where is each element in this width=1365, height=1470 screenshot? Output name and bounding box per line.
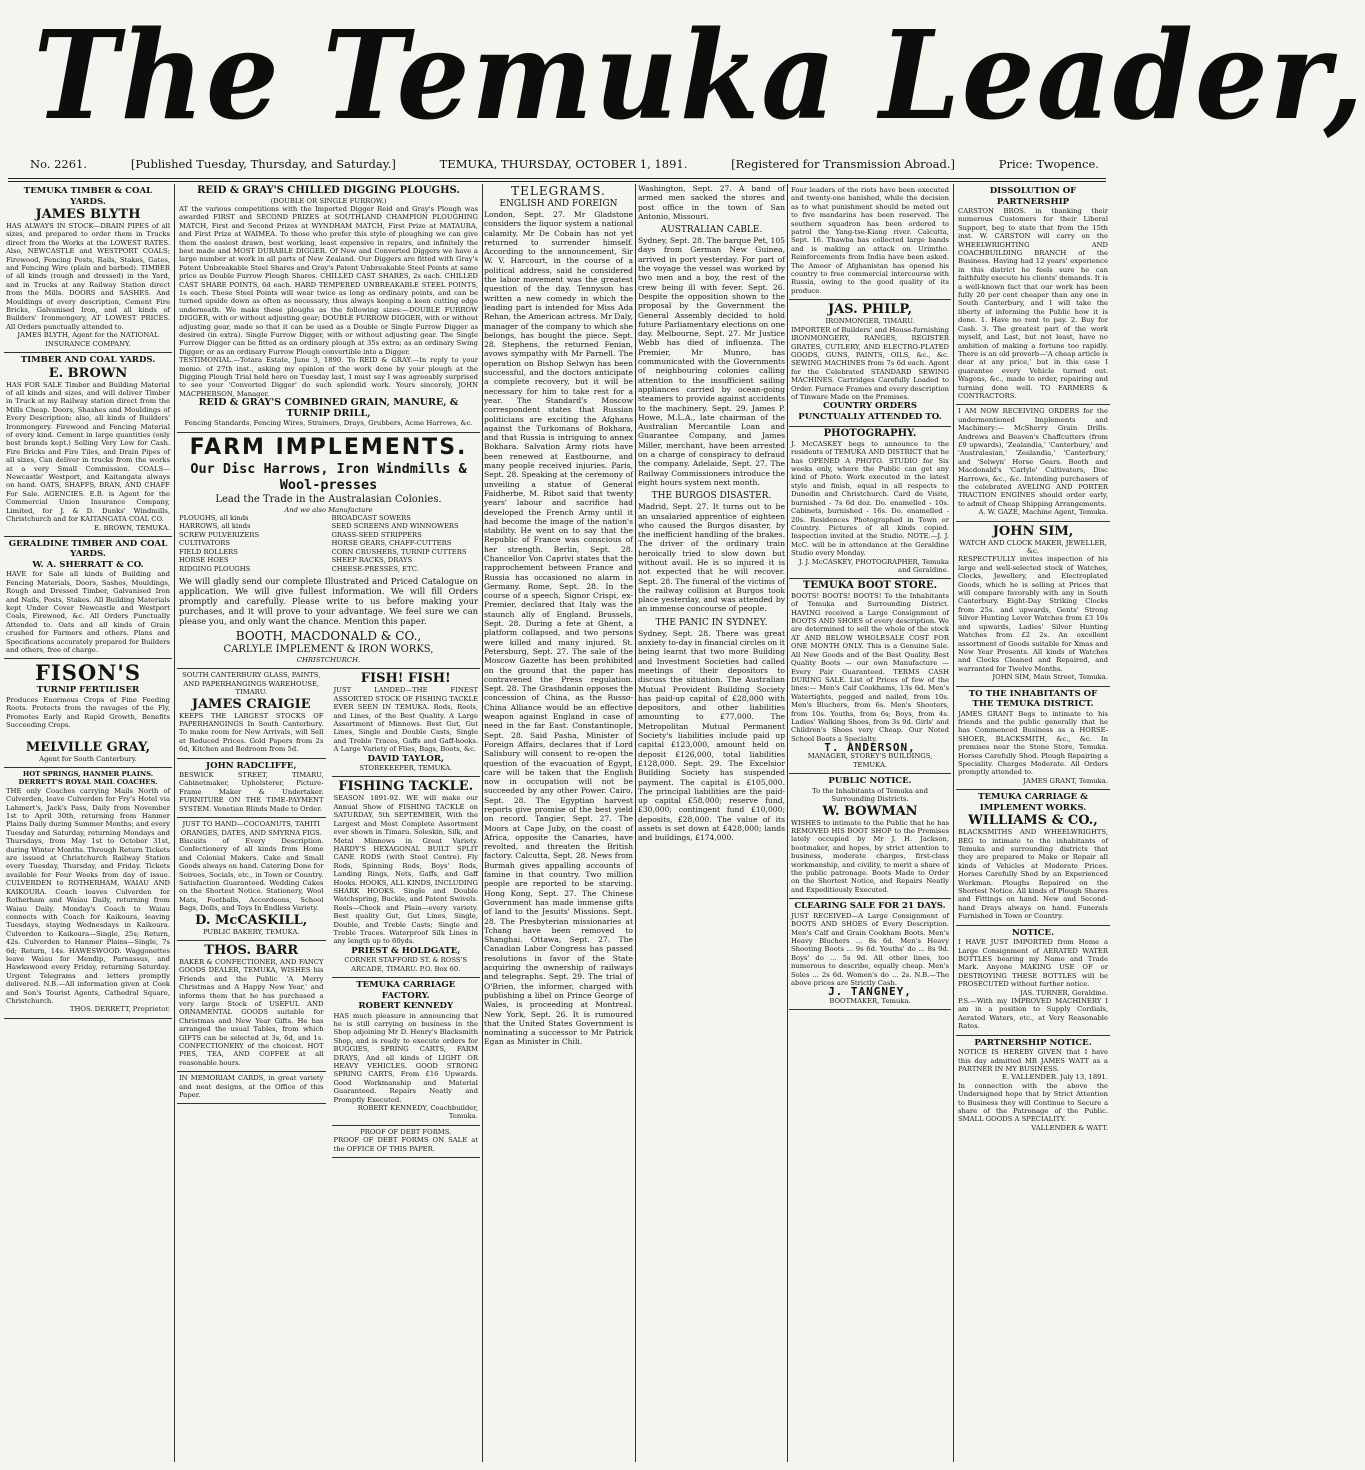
advert-lead: Lead the Trade in the Australasian Colonies. [215,493,442,505]
advert-signature: J. J. McCASKEY, PHOTOGRAPHER, Temuka and Geraldine. [798,557,949,574]
newspaper-title: The Temuka Leader, [33,3,1365,147]
advert-fisons [4,659,172,768]
advert-body: IMPORTER of Builders' and House-furnishing IRONMONGERY, RANGES, REGISTER GRATES, CUTLERY, AND ELECTRO-PLATED GOODS, GUNS, PAINTS, OILS, &c., &c. SEWING MACHINES from 7s 6d each. Agent for the Celebrated STANDARD SEWING MACHINES. Cartridges Carefully Loaded to Order. Furnace Frames and every description of Tinware Made on the Premises. [791,325,949,401]
advert-body: HAS much pleasure in announcing that he is still carrying on business in the Shop adjoining Mr D. Henry's Blacksmith Shop, and is ready to execute orders for BUGGIES, SPRING CARTS, FARM DRAYS, And all kinds of LIGHT OR HEAVY VEHICLES. GOOD STRONG SPRING CARTS, From £16 Upwards. Good Workmanship and Material Guaranteed. Repairs Neatly and Promptly Executed. [333,1011,478,1104]
news-column-left [484,184,633,1462]
advert-sim [956,522,1110,687]
section-title-telegrams: TELEGRAMS. [511,184,606,198]
column-rule [787,184,788,1462]
advert-postscript: P.S.—With my IMPROVED MACHINERY I am in a position to Supply Cordials, Aerated Waters, etc., at Very Reasonable Rates. [958,997,1108,1031]
advert-hot-springs-coaches [4,768,172,1019]
column-5 [956,184,1110,1462]
advertiser-name: JAMES BLYTH [35,207,141,222]
advert-body-2: In connection with the above the Undersigned hope that by Strict Attention to Business they will Continue to Secure a share of the Patronage of the Public. SMALL GOODS A SPECIALITY. [958,1081,1108,1124]
cable-body: Sydney, Sept. 28. The barque Pet, 105 days from German New Guinea, arrived in port yesterday. For part of the voyage the vessel was worked by two men and a boy, the rest of the crew being ill with fever. Sept. 26. Despite the opposition shown to the proposal by the Government the General Assembly decided to hold future Parliamentary elections on one day. Melbourne, Sept. 27. Mr Justice Webb has died of influenza. The Premier, Mr Munro, has communicated with the Governments of neighbouring colonies calling attention to the insufficient sailing appliances carried by ocean-going steamers to provide against accidents to the machinery. Sept. 29. James P. Howe, M.L.A., late chairman of the Australian Mercantile Loan and Guarantee Company, and James Miller, merchant, have been arrested on a charge of conspiracy to defraud the company. Adelaide, Sept. 27. The Railway Commissioners introduce the eight hours system next month. [638,236,785,487]
publish-days: [Published Tuesday, Thursday, and Saturday.] [130,157,396,171]
advertiser-name: THOS. BARR [204,942,299,958]
section-title-burgos: THE BURGOS DISASTER. [651,491,772,502]
advert-heading: NOTICE. [1011,927,1055,938]
advert-bowman [789,774,951,899]
advert-body: RESPECTFULLY invites inspection of his large and well-selected stock of Watches, Clocks, Jewellery, and Electroplated Goods, which he is selling at Prices that will compare favorably with any in South Canterbury. Eight-Day Striking Clocks from 25s. and upwards, Gents' Strong Silver Hunting Lever Watches from £3 10s and upwards, Ladies' Silver Hunting Watches from £2 2s. An excellent assortment of Goods suitable for Xmas and New Year Presents. All kinds of Watches and Clocks Cleaned and Repaired, and warranted for Twelve Months. [958,555,1108,673]
column-rule [953,184,954,1462]
advert-heading: REID & GRAY'S COMBINED GRAIN, MANURE, & TURNIP DRILL, [198,397,459,419]
advertiser-name: W. A. SHERRATT & CO. [32,559,144,570]
advert-body: BESWICK STREET, TIMARU, Cabinetmaker, Upholsterer, Picture-Frame Maker & Undertaker. FURNITURE ON THE TIME-PAYMENT SYSTEM. Venetian Blinds Made to Order. [179,771,324,813]
advert-body: NOTICE IS HEREBY GIVEN that I have this day admitted MR JAMES WATT as a PARTNER IN MY BUSINESS. [958,1048,1108,1073]
advertiser-name: PRIEST & HOLDGATE, [351,945,461,956]
news-column-right [638,184,785,1462]
advert-body: BAKER & CONFECTIONER, AND FANCY GOODS DEALER, TEMUKA, WISHES his Friends and the Public 'A Merry Christmas and A Happy New Year,' and informs them that he has purchased a very large Stock of USEFUL AND ORNAMENTAL GOODS suitable for Christmas and New Year Gifts. He has arranged the usual Tables, from which GIFTS can be selected at 3s, 6d, and 1s. CONFECTIONERY of the choicest. HOT PIES, TEA, AND COFFEE at all reasonable hours. [179,957,324,1067]
advert-heading: TEMUKA CARRIAGE FACTORY. [356,980,456,1001]
advertiser-name: W. BOWMAN [822,803,918,819]
advert-heading: TIMBER AND COAL YARDS. [20,355,156,366]
top-rule [8,178,1106,179]
advertiser-sub: STOREKEEPER, TEMUKA. [359,764,453,773]
advert-heading: REID & GRAY'S CHILLED DIGGING PLOUGHS. [197,185,460,196]
column-rule [635,184,636,1462]
advert-signature-2: VALLENDER & WATT. [1031,1123,1108,1132]
advert-body: Biscuits of Every Description. Confectionery of all kinds from Home and Colonial Makers. Cake and Small Goods always on hand. Catering Done for Soirees, Socials, etc., in Town or Country. Satisfaction Guaranteed. Wedding Cakes on the Shortest Notice. Stationery, Wool Mats, Footballs, Accordeons, School Bags, Dolls, and Toys In Endless Variety. [179,836,324,913]
advert-signature: ROBERT KENNEDY, Coachbuilder, Temuka. [357,1104,478,1121]
section-subtitle: ENGLISH AND FOREIGN [499,199,618,209]
company-works: CARLYLE IMPLEMENT & IRON WORKS, [223,643,434,655]
advertiser-name: JOHN RADCLIFFE, [206,760,297,771]
advert-body: J. McCASKEY begs to announce to the residents of TEMUKA AND DISTRICT that he has OPENED A PHOTO. STUDIO for Six weeks only, where the Public can get any kind of Photo. Work executed in the latest style and finish, equal in all respects to Dunedin and Christchurch. Card de Visite, burnished - 7s 6d doz. Do. enamelled - 10s. Cabinets, burnished - 16s. Do. enamelled - 20s. Residences Photographed in Town or Country. Pictures of all kinds copied. Inspection invited at the Studio. NOTE.—J. J. McC. will be in attendance at the Geraldine Studio every Monday. [791,439,949,558]
advert-heading: JUST TO HAND—COCOANUTS, TAHITI ORANGES, DATES, AND SMYRNA FIGS. [180,820,322,837]
advert-farm-implements [177,433,480,670]
advert-heading: TEMUKA BOOT STORE. [802,580,938,592]
advert-body: We will gladly send our complete Illustrated and Priced Catalogue on application. We will give fullest information. We will fill Orders promptly and carefully. Please write to us before making your purchases, and it will prove to your advantage. We feel sure we can please you, and only want the chance. Mention this paper. [179,575,478,626]
column-4 [789,184,951,1462]
advertiser-name: JAMES CRAIGIE [191,696,311,712]
advertiser-name: JOHN SIM, [992,523,1074,539]
advert-signature: E. VALLENDER. July 13, 1891. [1001,1073,1108,1082]
advert-mccaskill [177,818,326,941]
col2-lower-left [177,669,326,1158]
advert-heading: FISHING TACKLE. [338,779,474,795]
advert-body: WISHES to intimate to the Public that he has REMOVED HIS BOOT SHOP to the Premises lately occupied by Mr J. H. Jackson, bootmaker, and hopes, by strict attention to business, moderate charges, first-class workmanship, and civility, to merit a share of the public patronage. Boots Made to Order on the Shortest Notice, and Repairs Neatly and Expeditiously Executed. [791,818,949,894]
advert-reid-gray [177,184,480,433]
advert-geraldine-timber [4,537,172,660]
advert-body: JUST LANDED—THE FINEST ASSORTED STOCK OF FISHING TACKLE EVER SEEN IN TEMUKA. Rods, Reels, and Lines, of the Best Quality. A Large Assortment of Minnows. Best Gut, Gut Lines, Single and Double Casts, Single and Treble Traces, Gaffs and Gaff-hooks. A Large Variety of Flies, Bags, Boots, &c. [333,686,478,754]
advert-gaze [956,405,1110,521]
advert-body: JUST RECEIVED—A Large Consignment of BOOTS AND SHOES of Every Description. Men's Calf and Grain Cookham Boots. Men's Heavy Bluchers ... 8s 6d. Men's Heavy Shooting Boots ... 9s 6d. Youths' do ... 8s 9d. Boys' do ... 5s 9d. All other lines, too numerous to describe, equally cheap. Men's Soles ... 2s 6d. Women's do ... 2s. N.B.—The above prices are Strictly Cash. [791,911,949,987]
column-1 [4,184,172,1462]
advert-dissolution [956,184,1110,405]
advert-body: I AM NOW RECEIVING ORDERS for the undermentioned Implements and Machinery:— McSherry Grain Drills. Andrews and Beaven's Chaffcutters (from £9 upwards), 'Zealandia,' 'Canterbury,' and 'Australasian,' 'Zealandia,' 'Canterbury,' and 'Selwyn' Horse Gears. Booth and Macdonald's 'Carlyle' Cultivators, Disc Harrows, &c., &c. Intending purchasers of the celebrated AVELING AND PORTER TRACTION ENGINES should order early, to admit of Cheap Shipping Arrangements. [958,407,1108,508]
advert-grant [956,687,1110,791]
advert-temuka-timber [4,184,172,353]
advert-signature: JAMES GRANT, Temuka. [1023,776,1108,785]
advert-body: I HAVE JUST IMPORTED from Home a Large Consignment of AERATED WATER BOTTLES bearing my Name and Trade Mark. Anyone MAKING USE OF or DESTROYING THESE BOTTLES will be PROSECUTED without further notice. [958,938,1108,989]
telegrams-body: London, Sept. 27. Mr Gladstone considers the liquor system a national calamity. Mr De Cobain has not yet returned to surrender himself. According to the announcement, Sir W. V. Harcourt, in the course of a political address, said he considered the labor movement was the greatest question of the day. Tennyson has written a new comedy in which the leading part is intended for Miss Ada Rehan, the American actress. Mr Daly, manager of the company to which she belongs, has bought the piece. Sept. 28. Stephens, the returned Fenian, avows sympathy with Mr Parnell. The operation on Bishop Selwyn has been successful, and the doctors anticipate a complete recovery, but it will be necessary for him to take rest for a year. The Standard's Moscow correspondent states that Russian politicians are exciting the Afghans against the Turkomans of Bokhara, and that Russia is intriguing to annex Bokhara. Salvation Army riots have been renewed at Eastbourne, and many people received injuries. Paris, Sept. 28. Speaking at the ceremony of unveiling a statue of General Faidherbe, M. Ribot said that twenty years' labour and sacrifice had developed the French Army until it had become the image of the nation's stability. He went on to say that the Republic of France was conscious of her strength. Berlin, Sept. 28. Chancellor Von Caprivi states that the rapprochement between France and Russia has occasioned no alarm in Germany. Rome, Sept. 28. In the course of a speech, Signor Crispi, ex-Premier, declared that Italy was the staunch ally of England. Brussels, Sept. 28. During a fete at Ghent, a platform collapsed, and two persons were killed and many injured. St. Petersburg, Sept. 27. The sale of the Moscow Gazette has been prohibited on the ground that the paper has contravened the Press regulation. Sept. 28. The Grashdanin opposes the concession of China, as the Russo-China Alliance would be an effective weapon against England in case of need in the far East. Constantinople, Sept. 28. Said Pasha, Minister of Foreign Affairs, declares that if Lord Salisbury will consent to re-open the question of the evacuation of Egypt, care will be taken that the English now in occupation will not be succeeded by any other Power. Cairo, Sept. 28. The Egyptian harvest reports give promise of the best yield on record. Tangier, Sept. 27. The Moors at Cape Juby, on the coast of Africa, opposite the Canaries, have revolted, and threaten the British factory. Calcutta, Sept. 28. News from Burmah gives appalling accounts of famine in that country. Two million people are reported to be starving. Hong Kong, Sept. 27. The Chinese Government has made immense gifts of land to the Jesuits' Missions. Sept. 28. The Presbyterian missionaries at Tchang have been removed to Shanghai. Ottawa, Sept. 27. The Canadian Labor Congress has passed resolutions in favor of the State acquiring the ownership of railways and telegraphs. Sept. 29. The trial of O'Brien, the informer, charged with publishing a libel on Prince George of Wales, is proceeding at Montreal. New York, Sept. 26. It is rumoured that the United States Government is nominating a successor to Mr Patrick Egan as Minister in Chili. [484,210,633,1047]
advert-body: KEEPS THE LARGEST STOCKS OF PAPERHANGINGS In South Canterbury. To make room for New Arrivals, will Sell at Reduced Prices. Gold Papers from 2s 6d, Kitchen and Bedroom from 5d. [179,711,324,754]
advertiser-sub: CORNER STAFFORD ST. & ROSS'S ARCADE, TIMARU. P.O. Box 60. [344,956,468,973]
top-rule-2 [8,181,1106,182]
advert-heading: FISH! FISH! [360,671,451,687]
advert-body: AT the various competitions with the Imported Digger Reid and Gray's Plough was awarded FIRST and SECOND PRIZES at SOUTHLAND CHAMPION PLOUGHING MATCH, First and Second Prizes at WYNDHAM MATCH, First Prize at MATAURA, and First Prize at WAIMEA. To those who prefer this style of ploughing we can give them the easiest drawn, best working, least expensive in repairs, and infinitely the best made and MOST DURABLE DIGGER. Of New and Converted Diggers we have a large number at work in all parts of New Zealand. Our Diggers are fitted with Gray's Patent Unbreakable Steel Shares and Gray's Patent Unbreakable Steel Points at same price as Double Furrow Plough Shares. CHILLED CAST SHARES, 2s each. CHILLED CAST SHARE POINTS, 6d each. HARD TEMPERED UNBREAKABLE STEEL POINTS, 1s each. These Steel Points will wear twice as long as ordinary points, and can be turned upside down as often as necessary, thus always keeping a keen cutting edge underneath. We make these ploughs as the following sizes:—DOUBLE FURROW DIGGER, with or without adjusting gear; DOUBLE FURROW DIGGER, with or without adjusting gear, made so that it can be used as a Double or Single Furrow Digger as desired (in extra). Single Furrow Digger, with or without adjusting gear. The Single Furrow Digger can be fitted as an ordinary plough at 35s extra; as an ordinary Swing Digger; or as an ordinary Furrow Plough convertible into a Digger. [179,204,478,356]
advert-heading: TEMUKA CARRIAGE & IMPLEMENT WORKS. [978,792,1088,813]
news-body: Four leaders of the riots have been executed and twenty-one banished, while the decision as to what punishment should be meted out to five mandarins has been reserved. The southern squadron has been ordered to patrol the Yang-tse-Kiang river. Calcutta, Sept. 16. Thawba has collected large bands and is making an attack on Urimtho. Reinforcements from India have been asked. The Ameer of Afghanistan has opened his country to free commercial intercourse with Russia, owing to the good quality of its produce. [791,186,949,295]
news-riots [789,184,951,300]
advert-subheading: Fencing Standards, Fencing Wires, Strainers, Drays, Grubbers, Acme Harrows, &c. [184,419,473,428]
advert-heading: TEMUKA TIMBER & COAL YARDS. [23,186,153,207]
advert-body: PROOF OF DEBT FORMS ON SALE at the OFFICE OF THIS PAPER. [333,1136,478,1153]
advert-heading: SOUTH CANTERBURY GLASS, PAINTS, AND PAPERHANGINGS WAREHOUSE, TIMARU. [182,671,321,697]
section-title-panic: THE PANIC IN SYDNEY. [655,617,768,628]
advert-body: BOOTS! BOOTS! BOOTS! To the Inhabitants of Temuka and Surrounding District. HAVING received a Large Consignment of BOOTS AND SHOES of every description. We are determined to sell the whole of the stock AT AND BELOW WHOLESALE COST FOR ONE MONTH ONLY. This is a Genuine Sale. All New Goods and of the Best Quality. Best Quality Boots — our own Manufacture — Every Pair Guaranteed. TERMS CASH DURING SALE. List of Prices of few of the lines:— Men's Calf Cookhams, 13s 6d. Men's Watertights, pegged and nailed, from 10s. Men's Bluchers, from 6s. Men's Shooters, from 10s. Youths, from 6s; Boys, from 4s. Ladies' Walking Shoes, from 3s 9d. Girls' and Children's Shoes very Cheap. Our Noted School Boots a Specialty. [791,591,949,743]
advert-signature: JAS. TURNER, Geraldine. [1019,988,1108,997]
advert-heading: CLEARING SALE FOR 21 DAYS. [794,901,946,912]
column-rule [174,184,175,1462]
advertiser-sub: BOOTMAKER, Temuka. [829,996,911,1005]
section-title-cable: AUSTRALIAN CABLE. [660,225,763,236]
advert-memoriam-cards [177,1072,326,1104]
advertiser-sub: IRONMONGER, TIMARU. [825,317,915,326]
column-rule [482,184,483,1462]
implement-list [179,514,478,573]
advert-heading: DISSOLUTION OF PARTNERSHIP [989,186,1077,207]
advert-photography [789,427,951,579]
company-city: CHRISTCHURCH. [296,655,361,664]
advert-body: HAS FOR SALE Timber and Building Material of all kinds and sizes, and will deliver Timber in Truck at my Railway station direct from the Mills Cheap. Doors, Shashes and Mouldings of Every Description; also, all kinds of Builders' Ironmongery. Firewood and Fencing Material of every kind. Cement in large quantities (only best brands kept.) Selling Very Low for Cash. Fire Bricks and Fire Tiles, and Drain Pipes of all sizes, Can deliver in trucks from the works at a very Small Commission. COALS—Newcastle' Westport, and Kaitangata always on hand. OATS, SHAFFS, BRAN, AND CHAFF For Sale. AGENCIES. E.B. is Agent for the Commercial Union Insurance Company, Limited, for J. & D. Dunks' Windmills, Christchurch and for KAITANGATA COAL CO. [6,380,170,524]
advert-signature: A. W. GAZE, Machine Agent, Temuka. [978,508,1108,517]
advert-fish [332,669,481,777]
advert-partnership [956,1036,1110,1137]
agent-role: Agent for South Canterbury. [39,754,137,763]
advert-signature: JOHN SIM, Main Street, Temuka. [992,673,1108,682]
advertiser-name: ROBERT KENNEDY [358,1001,454,1012]
advert-signature: T. ANDERSON, [824,741,916,755]
implement-list-right: BROADCAST SOWERS SEED SCREENS AND WINNOWERS GRASS-SEED STRIPPERS HORSE GEARS, CHAFF-CUTTERS CORN CRUSHERS, TURNIP CUTTERS SHEEP RACKS, DRAYS CHEESE-PRESSES, ETC. [331,514,467,573]
advert-subheading: TURNIP FERTILISER [36,685,140,696]
burgos-body: Madrid, Sept. 27. It turns out to be an unsalaried apprentice of eighteen who caused the Burgos disaster, by the inefficient handling of the brakes. The driver of the ordinary train heroically tried to slow down but without avail. He is so injured it is not expected that he will recover. Sept. 28. The funeral of the victims of the railway collision at Burgos took place yesterday, and was attended by an immense concourse of people. [638,502,785,614]
dateline [30,157,1099,175]
advert-barr [177,941,326,1072]
advert-body: IN MEMORIAM CARDS, in great variety and neat designs, at the Office of this Paper. [179,1074,324,1100]
advertiser-name: DAVID TAYLOR, [367,753,445,764]
col2-lower [177,669,480,1158]
advert-body: CARSTON BROS. in thanking their numerous Customers for their Liberal Support, beg to state that from the 15th inst. W. CARSTON will carry on the WHEELWRIGHTING AND COACHBUILDING BRANCH of the Business. Having had 12 years' experience in this district he feels sure he can faithfully execute his clients' demands. It is a well-known fact that our work has been fully 20 per cent cheaper than any one in South Canterbury, and I will take the liberty of informing the Public how it is done. 1. Have no rent to pay. 2. Buy for Cash. 3. The greatest part of the work myself, and Last, but not least, have no ambition of making a fortune too rapidly. There is an old proverb—'A cheap article is dear at any price,' but in this case I guarantee every Vehicle turned out. Wagons, &c., made to order, repairing and turning done well. TO FARMERS & CONTRACTORS. [958,207,1108,400]
advertiser-sub: WATCH AND CLOCK MAKER, JEWELLER, &c. [959,538,1107,556]
registered-note: [Registered for Transmission Abroad.] [731,157,955,171]
testimonial: TESTIMONIAL.—Totara Estate, June 3, 1890. To REID & GRAY.—In reply to your memo. of 27th inst., asking my opinion of the work done by your plough at the Digging Plough Trial held here on Tuesday last, I must say I was agreeably surprised to see your 'Converted Digger' do such splendid work. Yours sincerely, JOHN MACPHERSON, Manager. [179,356,478,398]
advert-heading: FARM IMPLEMENTS. [189,434,468,460]
advert-body: HAS ALWAYS IN STOCK—DRAIN PIPES of all sizes, and prepared to order them in Trucks direct from the Works at the LOWEST RATES. Also, NEWCASTLE and WESTPORT COALS; Firewood, Fencing Posts, Rails, Stakes, Gates, and Fencing Wire (plain and barbed). TIMBER of all kinds (rough and dressed) in the Yard, and in Trucks at any Railway Station direct from the Mills. DOORS and SASHES. And Mouldings of every description, Cement Fire Bricks, Galvanised Iron, and all kinds of Builders' Ironmongery, AT LOWEST PRICES. All Orders punctually attended to. [6,222,170,331]
advert-body: Produces Enormous Crops of Fine Feeding Roots. Protects from the ravages of the Fly, Promotes Early and Rapid Growth, Benefits Succeeding Crops. [6,695,170,730]
advert-body: JAMES GRANT Begs to intimate to his friends and the public generally that he has Commenced Business as a HORSE-SHOER, BLACKSMITH, &c., &c. In premises near the Stone Store, Temuka. Horses Carefully Shod. Plough Repairing a Speciality. Charges Moderate. All Orders promptly attended to. [958,709,1108,777]
advert-williams [956,790,1110,925]
advertiser-sub: PUBLIC BAKERY, TEMUKA. [202,927,300,936]
advert-body: SEASON 1891-92. WE will make our Annual Show of FISHING TACKLE on SATURDAY, 5th SEPTEMBER, With the Largest and Most Complete Assortment ever shown in Timaru. Soleskin, Silk, and Metal Minnows in Great Variety. HARDY'S HEXAGONAL BUILT SPLIT CANE RODS (with Steel Centre). Fly Rods, Spinning Rods, Boys' Rods, Landing Rings, Nets, Gaffs, and Gaff Hooks. HOOKS, ALL KINDS, INCLUDING SHARK HOOKS. Single and Double Watchspring, Buckle, and Patent Swivels. Reels—Check and Plain—every variety. Best quality Gut, Gut Lines, Single, Double, and Treble Casts; Single and Treble Traces. Waterproof Silk Lines in any length up to 60yds. [333,794,478,946]
advert-body: THE only Coaches carrying Mails North of Culverden, leave Culverden for Fry's Hotel via Lahmert's, Jack's Pass, Daily from November 1st to April 30th, returning from Hanmer Plains Daily during Summer Months; and every Tuesday and Saturday, returning Mondays and Thursdays, from May 1st to October 31st, during Winter Months. Through Return Tickets are issued at Christchurch Railway Station every Tuesday, Thursday, and Friday. Tickets available for Four Weeks from day of issue. CULVERDEN to ROTHERHAM, WAIAU AND KAIKOURA. Coach leaves Culverden for Rotherham and Waiau Daily, returning from Waiau Daily. Monday's Coach to Waiau connects with Coach for Kaikoura, leaving Tuesdays, staying Wednesdays in Kaikoura. Culverden to Kaikoura—Single, 25s; Return, 42s. Culverden to Hanmer Plains—Single, 7s 6d; Return, 14s. HAWESWOOD. Waggonettes leave Waiau for Mendip, Parnassus, and Hawkswood every Friday, returning Saturday. Urgent Telegrams and letters promptly delivered. N.B.—All information given at Cook and Son's Tourist Agents, Cathedral Square, Christchurch. [6,786,170,1005]
advert-heading: PROOF OF DEBT FORMS. [360,1127,452,1136]
advert-carriage-factory [332,978,481,1126]
implement-list-left: PLOUGHS, all kinds HARROWS, all kinds SCREW PULVERIZERS CULTIVATORS FIELD ROLLERS HORSE HOES RIDGING PLOUGHS [179,514,260,573]
masthead [0,0,1365,150]
advert-footer: COUNTRY ORDERS PUNCTUALLY ATTENDED TO. [798,401,942,422]
advert-heading: HOT SPRINGS, HANMER PLAINS. DERRETT'S ROYAL MAIL COACHES. [18,770,158,787]
advert-radcliffe [177,759,326,819]
price: Price: Twopence. [998,157,1099,171]
advert-philp [789,300,951,427]
advert-proof-of-debt [332,1126,481,1158]
advert-subheading: (DOUBLE OR SINGLE FURROW.) [270,196,387,205]
advert-clearing-sale [789,899,951,1010]
advert-craigie [177,669,326,758]
advert-signature: JAMES BLYTH, Agent for the NATIONAL INSURANCE COMPANY. [17,331,159,348]
advert-brown-timber [4,353,172,537]
advert-heading: PARTNERSHIP NOTICE. [974,1037,1092,1048]
company-name: BOOTH, MACDONALD & CO., [235,628,422,643]
advert-heading: FISON'S [35,660,141,686]
advert-heading: PUBLIC NOTICE. [828,776,912,787]
telegram-washington: Washington, Sept. 27. A band of armed men sacked the stores and post office in the town of San Antonio, Missouri. [638,184,785,221]
agent-name: MELVILLE GRAY, [25,739,151,755]
advertiser-name: WILLIAMS & CO., [968,813,1098,829]
advert-turner [956,926,1110,1036]
advert-also: And we also Manufacture [284,505,373,514]
column-2 [177,184,480,1462]
advert-heading: GERALDINE TIMBER AND COAL YARDS. [8,538,168,560]
advertiser-name: D. McCASKILL, [195,912,308,928]
advertiser-name: JAS. PHILP, [827,302,913,318]
col2-lower-right [332,669,481,1158]
advert-body: BLACKSMITHS AND WHEELWRIGHTS, BEG to intimate to the inhabitants of Temuka and surrounding districts that they are prepared to Make or Repair all kinds of Vehicles at Moderate Prices. Horses Carefully Shod by an Experienced Workman. Ploughs Repaired on the Shortest Notice. All kinds of Plough Shares and Fittings on hand. New and Second-hand Drays always on hand. Funerals Furnished in Town or Country. [958,828,1108,921]
advert-heading: PHOTOGRAPHY. [823,428,917,440]
advert-signature: THOS. DERRETT, Proprietor. [69,1005,170,1014]
panic-body: Sydney, Sept. 28. There was great anxiety to-day in financial circles on it being learnt that two more Building and Investment Societies had called meetings of their depositors to discuss the situation. The Australian Mutual Provident Building Society has paid-up capital of £28,000 with depositors, and other liabilities amounting to £77,000. The Metropolitan Mutual Permanent Society's liabilities include paid up capital £123,000, amount held on deposit £126,000, total liabilities £128,000. Sept. 29. The Excelsior Building Society has suspended payment. The capital is £105,000. The principal liabilities are the paid-up capital £58,000; reserve fund, £30,000; contingent fund £10,000; deposits, £28,000. The value of its assets is set down at £428,000; lands and buildings, £174,000. [638,628,785,843]
advertiser-name: J. TANGNEY, [828,985,912,999]
advertiser-name: E. BROWN [48,365,128,381]
advert-subheading: To the Inhabitants of Temuka and Surrounding Districts. [812,786,928,804]
advert-boot-store [789,579,951,774]
advert-heading: TO THE INHABITANTS OF THE TEMUKA DISTRICT. [968,688,1098,710]
advert-fishing-tackle [332,777,481,978]
advert-signature: E. BROWN, TEMUKA. [94,523,170,532]
advert-body: HAVE for Sale all kinds of Building and Fencing Materials, Doors, Sashes, Mouldings, Rough and Dressed Timber, Galvanised Iron and Nails, Posts, Stakes. All Building Materials kept Under Cover Newcastle and Westport Coals, Firewood, &c. All Orders Punctually Attended to. Oats and all kinds of Grain crushed for Farmers and others. Plans and Specifications accurately prepared for Builders and others, free of charge. [6,570,170,655]
advert-subheading: Our Disc Harrows, Iron Windmills & Wool-presses [190,460,467,493]
issue-number: No. 2261. [30,157,88,171]
place-date: TEMUKA, THURSDAY, OCTOBER 1, 1891. [439,157,688,171]
advert-signature-sub: MANAGER, STOREY'S BUILDINGS, TEMUKA. [807,752,933,769]
